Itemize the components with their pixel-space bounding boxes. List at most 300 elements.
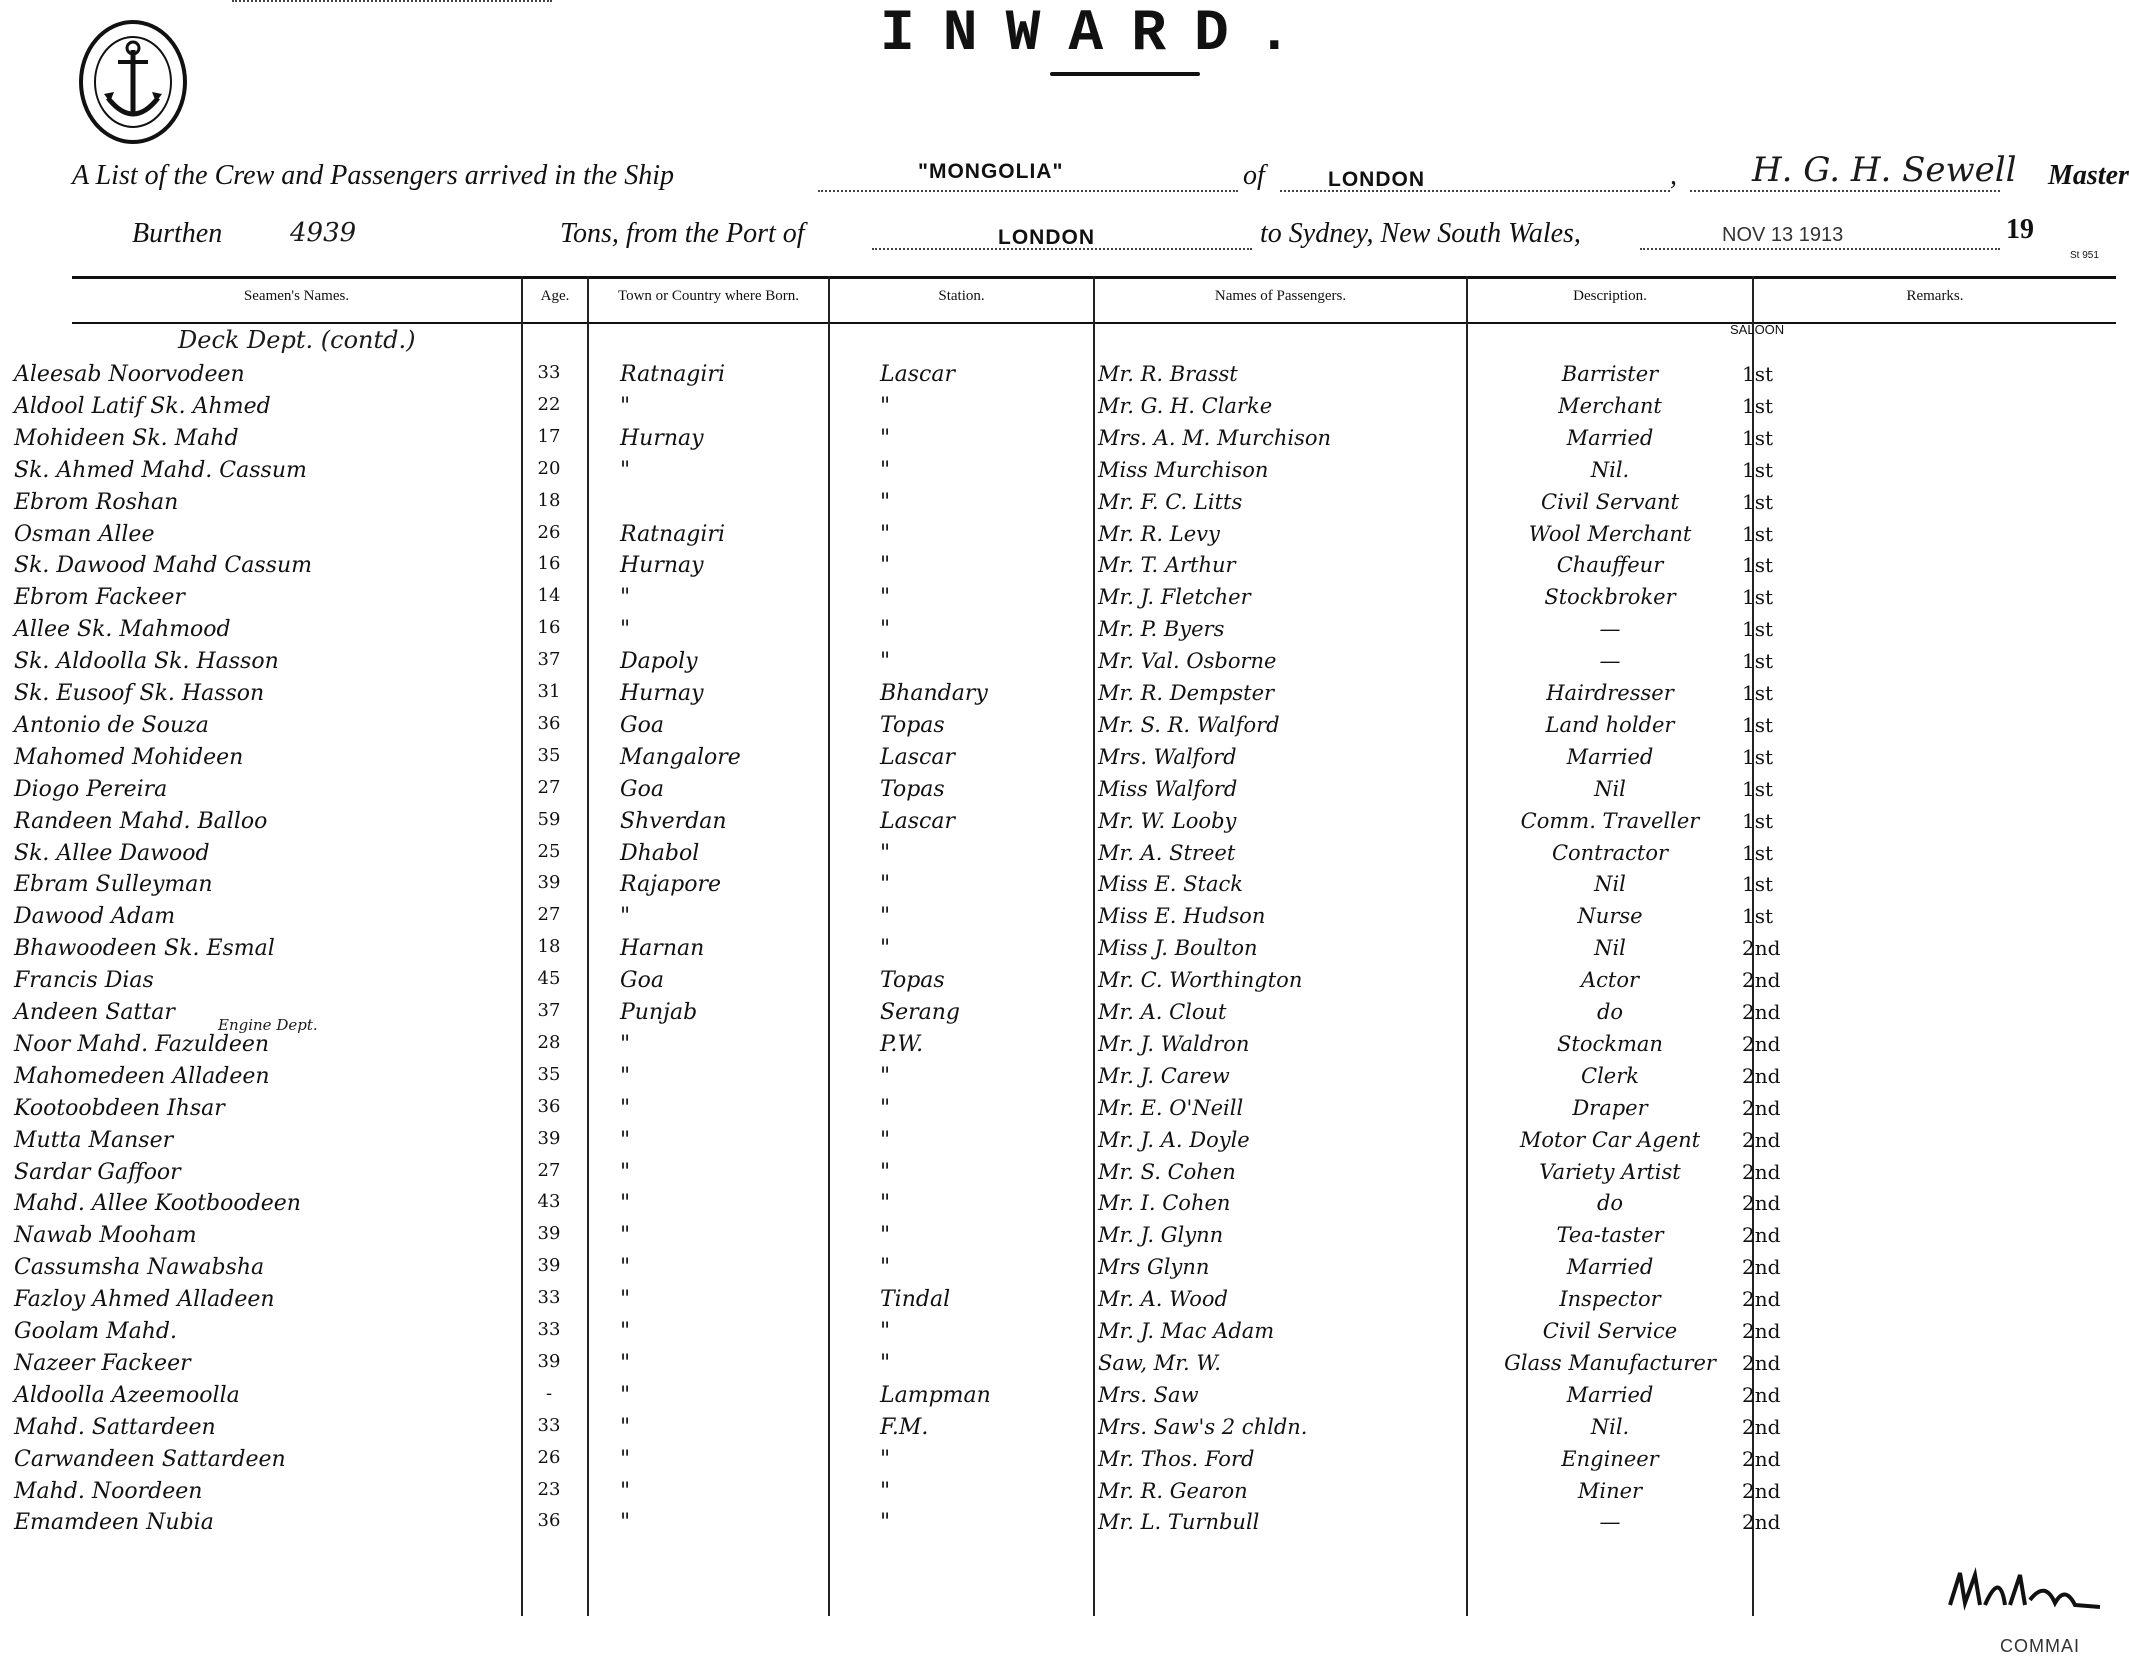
seaman-age: 36 — [537, 712, 561, 734]
passenger-class: 2nd — [1742, 1287, 1781, 1312]
birthplace: Punjab — [620, 1000, 698, 1025]
seaman-name: Dawood Adam — [14, 904, 176, 930]
col-header-age: Age. — [540, 288, 570, 304]
passenger-name: Mr. R. Levy — [1098, 521, 1220, 546]
table-row — [0, 1479, 2116, 1511]
passenger-description: Contractor — [1551, 840, 1669, 865]
seaman-name: Sk. Allee Dawood — [14, 840, 210, 866]
passenger-description: Land holder — [1545, 712, 1675, 737]
header-comma: , — [1670, 160, 1677, 191]
seaman-name: Allee Sk. Mahmood — [14, 617, 231, 643]
passenger-description: do — [1596, 1000, 1624, 1024]
seaman-age: 33 — [537, 1287, 561, 1309]
passenger-class: 2nd — [1742, 1031, 1781, 1056]
passenger-name: Mr. J. Glynn — [1098, 1223, 1224, 1248]
passenger-description: — — [1599, 649, 1621, 674]
seaman-name: Sk. Dawood Mahd Cassum — [14, 553, 312, 579]
commonwealth-stamp: COMMAI — [2000, 1636, 2080, 1656]
station: " — [880, 1446, 891, 1472]
passenger-description: Wool Merchant — [1528, 521, 1692, 546]
station: " — [880, 585, 891, 611]
table-row — [0, 1096, 2116, 1128]
seaman-age: 45 — [537, 968, 561, 990]
passenger-name: Mr. I. Cohen — [1098, 1191, 1231, 1216]
birthplace: " — [620, 1319, 631, 1344]
passenger-name: Mr. A. Clout — [1098, 1000, 1227, 1024]
birthplace: " — [620, 617, 631, 643]
table-row — [0, 490, 2116, 522]
passenger-description: Miner — [1577, 1478, 1643, 1503]
passenger-class: 2nd — [1742, 1319, 1781, 1343]
birthplace: Goa — [620, 776, 664, 802]
table-row — [0, 1319, 2116, 1351]
from-port: LONDON — [998, 226, 1095, 249]
passenger-class: 1st — [1742, 681, 1774, 705]
seaman-age: 39 — [537, 872, 561, 894]
seaman-name: Ebram Sulleyman — [14, 872, 213, 898]
table-row — [0, 617, 2116, 649]
station: " — [880, 1510, 891, 1536]
seaman-age: 28 — [537, 1031, 561, 1053]
passenger-description: Nurse — [1577, 904, 1643, 929]
passenger-class: 2nd — [1742, 968, 1781, 993]
seaman-age: 33 — [537, 1414, 561, 1436]
seaman-name: Bhawoodeen Sk. Esmal — [14, 936, 275, 962]
seaman-age: 18 — [537, 936, 561, 958]
station: Lascar — [880, 744, 955, 770]
station: " — [880, 521, 891, 547]
passenger-name: Mr. J. Mac Adam — [1098, 1319, 1275, 1343]
passenger-name: Mr. J. Waldron — [1098, 1031, 1250, 1056]
seaman-age: 37 — [537, 649, 561, 671]
table-row — [0, 936, 2116, 968]
table-row — [0, 1032, 2116, 1064]
tons-label: Tons, from the Port of — [560, 218, 805, 249]
seaman-age: 16 — [537, 553, 561, 575]
passenger-name: Mr. L. Turnbull — [1098, 1510, 1260, 1535]
passenger-name: Mrs Glynn — [1098, 1255, 1210, 1280]
passenger-description: Nil. — [1590, 457, 1630, 482]
seaman-age: 43 — [537, 1191, 561, 1213]
passenger-class: 1st — [1742, 553, 1774, 578]
seaman-age: 26 — [537, 1446, 561, 1468]
passenger-class: 1st — [1742, 840, 1774, 865]
passenger-name: Mr. A. Wood — [1098, 1287, 1228, 1312]
table-row — [0, 1415, 2116, 1447]
title-underline — [1050, 72, 1200, 76]
seaman-name: Sk. Eusoof Sk. Hasson — [14, 681, 265, 706]
table-row — [0, 1447, 2116, 1479]
station: " — [880, 553, 891, 579]
seaman-name: Sk. Ahmed Mahd. Cassum — [14, 457, 307, 483]
station: Bhandary — [880, 681, 988, 706]
passenger-class: 2nd — [1742, 1478, 1781, 1503]
passenger-name: Mr. R. Brasst — [1098, 362, 1238, 386]
seaman-name: Osman Allee — [14, 521, 155, 547]
to-sydney-label: to Sydney, New South Wales, — [1260, 218, 1581, 249]
passenger-class: 2nd — [1742, 1510, 1781, 1535]
birthplace: Hurnay — [620, 425, 704, 451]
table-row — [0, 1510, 2116, 1542]
birthplace: " — [620, 1095, 631, 1121]
seaman-name: Fazloy Ahmed Alladeen — [14, 1287, 275, 1313]
passenger-description: Merchant — [1558, 393, 1662, 418]
master-label: Master — [2048, 160, 2129, 191]
seaman-name: Ebrom Fackeer — [14, 585, 185, 611]
seaman-name: Mahomedeen Alladeen — [14, 1063, 270, 1089]
passenger-description: Chauffeur — [1556, 553, 1664, 578]
passenger-name: Mrs. Walford — [1098, 744, 1237, 769]
passenger-name: Mrs. A. M. Murchison — [1098, 425, 1332, 450]
passenger-description: Stockman — [1557, 1031, 1663, 1056]
passenger-description: Married — [1566, 425, 1654, 450]
birthplace: Mangalore — [620, 744, 741, 770]
seaman-age: 27 — [537, 776, 561, 798]
birthplace: Goa — [620, 968, 664, 994]
passenger-class: 2nd — [1742, 1382, 1781, 1407]
seaman-name: Goolam Mahd. — [14, 1319, 177, 1344]
table-row — [0, 841, 2116, 873]
passenger-name: Miss J. Boulton — [1098, 936, 1258, 961]
birthplace: " — [620, 585, 631, 611]
passenger-name: Miss Walford — [1098, 776, 1238, 801]
table-row — [0, 649, 2116, 681]
station: " — [880, 1095, 891, 1121]
birthplace: " — [620, 457, 631, 483]
station: Lascar — [880, 808, 955, 834]
birthplace: " — [620, 1223, 631, 1249]
passenger-name: Mr. S. R. Walford — [1098, 712, 1280, 737]
seaman-name: Mahd. Sattardeen — [14, 1414, 216, 1440]
passenger-description: — — [1599, 1510, 1621, 1535]
station: " — [880, 1319, 891, 1344]
passenger-class: 2nd — [1742, 1127, 1781, 1152]
seaman-age: 35 — [537, 744, 561, 766]
engine-dept-note: Engine Dept. — [218, 1016, 318, 1034]
table-row — [0, 1191, 2116, 1223]
passenger-class: 1st — [1742, 744, 1774, 769]
passenger-description: Variety Artist — [1539, 1159, 1681, 1184]
passenger-description: Nil — [1594, 872, 1626, 897]
passenger-class: 1st — [1742, 521, 1774, 546]
passenger-name: Mr. W. Looby — [1098, 808, 1237, 833]
passenger-name: Mr. J. Fletcher — [1098, 585, 1251, 610]
seaman-name: Francis Dias — [14, 968, 154, 994]
table-row — [0, 904, 2116, 936]
seaman-age: 39 — [537, 1223, 561, 1245]
seaman-name: Mohideen Sk. Mahd — [14, 425, 239, 451]
col-header-remarks: Remarks. — [1906, 288, 1964, 304]
passenger-class: 1st — [1742, 425, 1774, 450]
passenger-class: 2nd — [1742, 1159, 1781, 1184]
seaman-name: Aleesab Noorvodeen — [14, 362, 245, 387]
station: " — [880, 904, 891, 930]
station: F.M. — [880, 1414, 929, 1440]
passenger-description: Nil — [1594, 776, 1626, 801]
seaman-age: 20 — [537, 457, 561, 479]
seaman-age: 23 — [537, 1478, 561, 1500]
table-row — [0, 1255, 2116, 1287]
passenger-description: Civil Servant — [1541, 489, 1679, 514]
birthplace: Ratnagiri — [620, 362, 725, 387]
seaman-name: Noor Mahd. Fazuldeen — [14, 1031, 270, 1057]
birthplace: " — [620, 1031, 631, 1057]
table-row — [0, 1383, 2116, 1415]
passenger-name: Mr. E. O'Neill — [1098, 1095, 1244, 1120]
deck-dept-note: Deck Dept. (contd.) — [178, 326, 416, 354]
seaman-name: Kootoobdeen Ihsar — [14, 1095, 225, 1121]
passenger-class: 2nd — [1742, 1414, 1781, 1439]
seaman-age: 16 — [537, 617, 561, 639]
passenger-name: Miss E. Hudson — [1098, 904, 1266, 929]
table-row — [0, 777, 2116, 809]
table-row — [0, 872, 2116, 904]
table-row — [0, 745, 2116, 777]
station: " — [880, 617, 891, 643]
table-row — [0, 1223, 2116, 1255]
seaman-age: 36 — [537, 1510, 561, 1532]
station: Topas — [880, 712, 945, 738]
burthen-label: Burthen — [132, 218, 223, 249]
table-row — [0, 713, 2116, 745]
passenger-name: Mrs. Saw's 2 chldn. — [1098, 1414, 1308, 1439]
passenger-description: Inspector — [1559, 1287, 1661, 1312]
station: " — [880, 1350, 891, 1376]
seaman-name: Antonio de Souza — [14, 712, 209, 738]
station: Lascar — [880, 362, 955, 387]
passenger-class: 2nd — [1742, 1063, 1781, 1088]
passenger-class: 2nd — [1742, 936, 1781, 961]
col-header-passengers: Names of Passengers. — [1214, 288, 1347, 304]
seaman-name: Aldool Latif Sk. Ahmed — [14, 393, 271, 419]
passenger-description: Glass Manufacturer — [1504, 1350, 1716, 1375]
passenger-name: Miss Murchison — [1098, 457, 1269, 482]
passenger-class: 2nd — [1742, 1255, 1781, 1280]
station: " — [880, 1191, 891, 1217]
station: " — [880, 393, 891, 419]
passenger-name: Mr. Val. Osborne — [1098, 649, 1277, 674]
passenger-description: Nil — [1594, 936, 1626, 961]
table-row — [0, 968, 2116, 1000]
station: " — [880, 457, 891, 483]
station: " — [880, 1223, 891, 1249]
passenger-description: Draper — [1572, 1095, 1648, 1120]
seaman-age: 35 — [537, 1063, 561, 1085]
passenger-description: Stockbroker — [1544, 585, 1676, 610]
birthplace: Hurnay — [620, 681, 704, 706]
table-row — [0, 809, 2116, 841]
passenger-class: 1st — [1742, 776, 1774, 801]
passenger-description: Hairdresser — [1546, 681, 1674, 705]
seaman-age: 17 — [537, 425, 561, 447]
birthplace: Goa — [620, 712, 664, 738]
birthplace: " — [620, 1510, 631, 1536]
seaman-age: 31 — [537, 681, 561, 702]
seaman-name: Mahd. Noordeen — [14, 1478, 203, 1504]
passenger-class: 1st — [1742, 457, 1774, 482]
table-row — [0, 1351, 2116, 1383]
seaman-age: 22 — [537, 393, 561, 415]
birthplace: Harnan — [620, 936, 705, 962]
passenger-class: 1st — [1742, 617, 1774, 642]
seaman-age: 27 — [537, 1159, 561, 1181]
seaman-name: Emamdeen Nubia — [14, 1510, 214, 1536]
birthplace: " — [620, 1287, 631, 1313]
passenger-name: Mr. F. C. Litts — [1098, 489, 1243, 514]
table-row — [0, 362, 2116, 394]
passenger-class: 2nd — [1742, 1446, 1781, 1471]
passenger-class: 1st — [1742, 585, 1774, 610]
station: " — [880, 1159, 891, 1185]
passenger-description: Comm. Traveller — [1520, 808, 1700, 833]
table-row — [0, 394, 2116, 426]
seaman-name: Nawab Mooham — [14, 1223, 197, 1249]
seaman-age: 14 — [537, 585, 561, 607]
passenger-description: Actor — [1580, 968, 1640, 993]
table-row — [0, 585, 2116, 617]
passenger-class: 2nd — [1742, 1350, 1781, 1375]
passenger-description: Engineer — [1561, 1446, 1659, 1471]
master-signature: H. G. H. Sewell — [1752, 150, 2017, 190]
seaman-age: 27 — [537, 904, 561, 926]
birthplace: " — [620, 1191, 631, 1217]
ship-name: "MONGOLIA" — [918, 160, 1064, 183]
seaman-age: 25 — [537, 840, 561, 862]
passenger-class: 2nd — [1742, 1000, 1781, 1024]
table-row — [0, 1064, 2116, 1096]
table-row — [0, 681, 2116, 713]
seaman-age: 39 — [537, 1350, 561, 1372]
seaman-name: Aldoolla Azeemoolla — [14, 1382, 240, 1408]
table-row — [0, 1000, 2116, 1032]
seaman-name: Nazeer Fackeer — [14, 1350, 191, 1376]
table-row — [0, 1160, 2116, 1192]
birthplace: Ratnagiri — [620, 521, 725, 547]
birthplace: " — [620, 1478, 631, 1504]
burthen-value: 4939 — [290, 218, 357, 248]
birthplace: " — [620, 1127, 631, 1153]
passenger-name: Mr. S. Cohen — [1098, 1159, 1236, 1184]
passenger-name: Mr. T. Arthur — [1098, 553, 1236, 578]
seaman-name: Cassumsha Nawabsha — [14, 1255, 265, 1281]
birthplace: Rajapore — [620, 872, 721, 898]
birthplace: " — [620, 1255, 631, 1281]
passenger-name: Mr. R. Gearon — [1098, 1478, 1248, 1503]
seaman-name: Mahd. Allee Kootboodeen — [14, 1191, 301, 1217]
passenger-description: Motor Car Agent — [1519, 1127, 1701, 1152]
station: " — [880, 1063, 891, 1089]
station: " — [880, 649, 891, 675]
passenger-name: Mr. G. H. Clarke — [1098, 393, 1273, 418]
station: Topas — [880, 968, 945, 994]
birthplace: " — [620, 393, 631, 419]
birthplace: " — [620, 904, 631, 930]
table-row — [0, 522, 2116, 554]
station: " — [880, 840, 891, 866]
passenger-description: — — [1599, 617, 1621, 642]
birthplace: Dhabol — [620, 840, 700, 866]
passenger-name: Saw, Mr. W. — [1098, 1350, 1221, 1375]
seaman-age: - — [545, 1382, 553, 1404]
passenger-class: 1st — [1742, 712, 1774, 737]
station: P.W. — [880, 1031, 924, 1057]
passenger-description: Barrister — [1561, 362, 1659, 386]
seaman-age: 59 — [537, 808, 561, 830]
seaman-name: Ebrom Roshan — [14, 489, 179, 515]
year-suffix: 19 — [2006, 214, 2034, 245]
col-header-description: Description. — [1573, 288, 1647, 304]
station: Serang — [880, 1000, 960, 1025]
passenger-description: Married — [1566, 1255, 1654, 1280]
seaman-age: 39 — [537, 1255, 561, 1277]
passenger-name: Mr. P. Byers — [1098, 617, 1225, 642]
form-code: St 951 — [2070, 250, 2099, 261]
passenger-class: 1st — [1742, 808, 1774, 833]
seaman-age: 36 — [537, 1095, 561, 1117]
passenger-class: 1st — [1742, 489, 1774, 514]
seaman-name: Sk. Aldoolla Sk. Hasson — [14, 649, 279, 675]
birthplace: Shverdan — [620, 808, 727, 834]
table-row — [0, 553, 2116, 585]
passenger-name: Mr. J. A. Doyle — [1098, 1127, 1250, 1152]
seaman-name: Randeen Mahd. Balloo — [14, 808, 268, 834]
birthplace: " — [620, 1414, 631, 1440]
passenger-name: Mr. A. Street — [1098, 840, 1236, 865]
passenger-class: 2nd — [1742, 1095, 1781, 1120]
page-title: INWARD. — [880, 2, 1320, 67]
table-row — [0, 426, 2116, 458]
station: Topas — [880, 776, 945, 802]
seaman-age: 33 — [537, 1319, 561, 1340]
passenger-name: Mrs. Saw — [1098, 1382, 1199, 1407]
passenger-name: Miss E. Stack — [1098, 872, 1243, 897]
passenger-class: 1st — [1742, 362, 1774, 386]
birthplace: " — [620, 1159, 631, 1185]
birthplace: Dapoly — [620, 649, 698, 675]
seaman-name: Sardar Gaffoor — [14, 1159, 181, 1185]
station: " — [880, 425, 891, 451]
station: " — [880, 936, 891, 962]
passenger-class: 2nd — [1742, 1191, 1781, 1216]
birthplace: " — [620, 1382, 631, 1408]
table-row — [0, 1128, 2116, 1160]
seaman-name: Mahomed Mohideen — [14, 744, 244, 770]
col-header-town: Town or Country where Born. — [617, 288, 799, 304]
station: " — [880, 489, 891, 515]
passenger-class: 1st — [1742, 872, 1774, 897]
seaman-name: Mutta Manser — [14, 1127, 174, 1153]
station: " — [880, 1255, 891, 1281]
passenger-description: Clerk — [1581, 1063, 1639, 1088]
passenger-class: 2nd — [1742, 1223, 1781, 1248]
passenger-description: do — [1596, 1191, 1624, 1216]
passenger-description: Married — [1566, 744, 1654, 769]
station: " — [880, 872, 891, 898]
table-row — [0, 1287, 2116, 1319]
birthplace: Hurnay — [620, 553, 704, 579]
seaman-age: 37 — [537, 1000, 561, 1021]
initials-signature — [1945, 1565, 2105, 1615]
seaman-name: Carwandeen Sattardeen — [14, 1446, 286, 1472]
table-row — [0, 458, 2116, 490]
passenger-name: Mr. Thos. Ford — [1098, 1446, 1255, 1471]
of-label: of — [1243, 160, 1265, 191]
passenger-description: Civil Service — [1542, 1319, 1678, 1343]
arrival-date-stamp: NOV 13 1913 — [1722, 224, 1844, 246]
seaman-name: Diogo Pereira — [14, 776, 168, 802]
passenger-class: 1st — [1742, 649, 1774, 674]
seaman-age: 26 — [537, 521, 561, 543]
